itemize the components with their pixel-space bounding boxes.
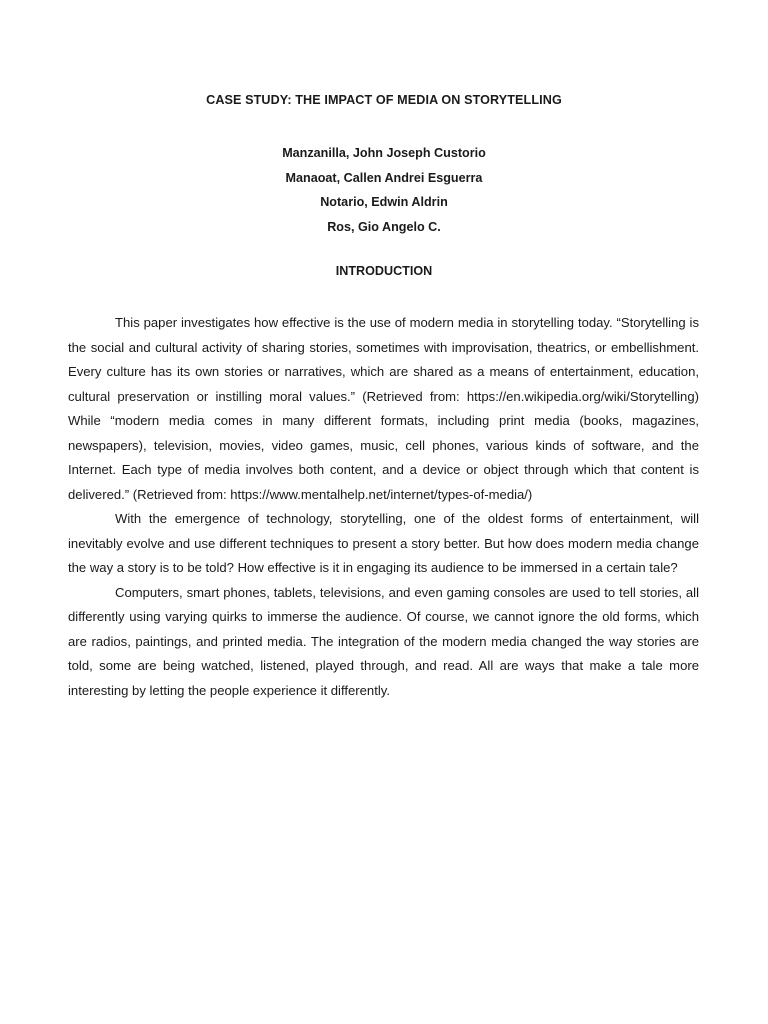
author-name: Manzanilla, John Joseph Custorio xyxy=(282,146,486,160)
author-name: Manaoat, Callen Andrei Esguerra xyxy=(285,170,483,185)
body-paragraph: With the emergence of technology, storytelling, one of the oldest forms of entertainment, will inevitably evolve and use different techniques to present a story better. But how does modern media change the way a story is to be told? How effective is it in engaging its audience to be immersed in a certain tale? xyxy=(68,511,699,575)
body-paragraph: This paper investigates how effective is the use of modern media in storytelling today. “Storytelling is the social and cultural activity of sharing stories, sometimes with improvisation, theatrics, or embellishment. Every culture has its own stories or narratives, which are shared as a means of entertainment, education, cultural preservation or instilling moral values.” (Retrieved from: https://en.wikipedia.org/wiki/Storytelling) While “modern media comes in many different formats, including print media (books, magazines, newspapers), television, movies, video games, music, cell phones, various kinds of software, and the Internet. Each type of media involves both content, and a device or object through which that content is delivered.” (Retrieved from: https://www.mentalhelp.net/internet/types-of-media/) xyxy=(68,315,699,502)
section-heading: INTRODUCTION xyxy=(335,264,433,278)
body-paragraph: Computers, smart phones, tablets, televisions, and even gaming consoles are used to tell stories, all differently using varying quirks to immerse the audience. Of course, we cannot ignore the old forms, which are radios, paintings, and printed media. The integration of the modern media changed the way stories are told, some are being watched, listened, played through, and read. All are ways that make a tale more interesting by letting the people experience it differently. xyxy=(68,584,699,698)
document-title: CASE STUDY: THE IMPACT OF MEDIA ON STORYTELLING xyxy=(206,93,562,107)
author-name: Ros, Gio Angelo C. xyxy=(327,219,441,234)
document-body xyxy=(68,311,699,703)
author-list xyxy=(0,141,768,239)
author-name: Notario, Edwin Aldrin xyxy=(320,195,448,209)
